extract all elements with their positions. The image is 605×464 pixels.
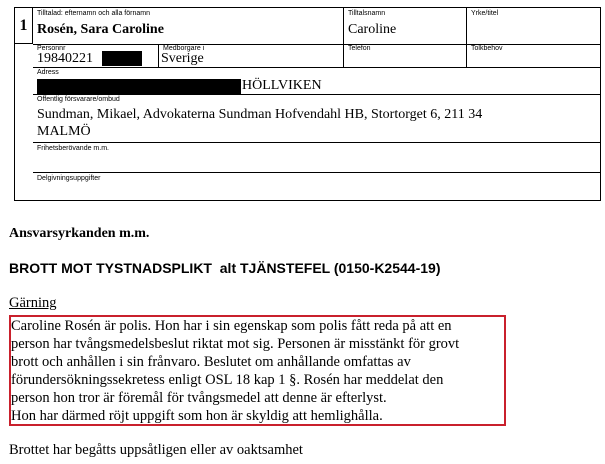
description-line: brott och anhållen i sin frånvaro. Beslutet om anhållande omfattas av: [11, 354, 411, 370]
counsel-line1: Sundman, Mikael, Advokaterna Sundman Hofvendahl HB, Stortorget 6, 211 34: [37, 107, 483, 122]
name-value: Rosén, Sara Caroline: [37, 22, 164, 37]
redaction-personnr: [102, 51, 142, 66]
address-label: Adress: [37, 69, 59, 76]
citizen-value: Sverige: [161, 51, 204, 66]
service-label: Delgivningsuppgifter: [37, 175, 101, 182]
party-number: 1: [15, 8, 33, 44]
description-line: person har tvångsmedelsbeslut riktat mot sig. Personen är misstänkt för grovt: [11, 336, 460, 352]
name-label: Tilltalad: efternamn och alla förnamn: [37, 10, 150, 17]
offence-description-box: [9, 315, 506, 426]
redaction-address: [37, 79, 241, 94]
garning-heading: Gärning: [9, 295, 57, 311]
callname-label: Tilltalsnamn: [348, 10, 386, 17]
row-divider: [33, 172, 600, 173]
personnr-value: 19840221: [37, 51, 93, 66]
address-value: HÖLLVIKEN: [242, 78, 322, 93]
occupation-label: Yrke/titel: [471, 10, 499, 17]
ansvar-heading: Ansvarsyrkanden m.m.: [9, 226, 150, 241]
description-line: Hon har därmed röjt uppgift som hon är skyldig att hemlighålla.: [11, 408, 383, 424]
charge-heading: BROTT MOT TYSTNADSPLIKT alt TJÄNSTEFEL (0150-K2544-19): [9, 260, 441, 276]
citizen-label: Medborgare i: [163, 45, 205, 52]
counsel-line2: MALMÖ: [37, 124, 91, 139]
description-line: person hon tror är föremål för tvångsmedel att denne är efterlyst.: [11, 390, 387, 406]
description-line: förundersökningssekretess enligt OSL 18 kap 1 §. Rosén har meddelat den: [11, 372, 444, 388]
col-divider: [158, 44, 159, 67]
row-divider: [33, 94, 600, 95]
callname-value: Caroline: [348, 22, 397, 37]
row-divider: [33, 44, 600, 45]
custody-label: Frihetsberövande m.m.: [37, 145, 109, 152]
row-divider: [33, 67, 600, 68]
col-divider: [343, 8, 344, 67]
interpreter-label: Tolkbehov: [471, 45, 503, 52]
phone-label: Telefon: [348, 45, 371, 52]
description-line: Caroline Rosén är polis. Hon har i sin egenskap som polis fått reda på att en: [11, 318, 452, 334]
col-divider: [466, 8, 467, 67]
row-divider: [33, 142, 600, 143]
counsel-label: Offentlig försvarare/ombud: [37, 96, 120, 103]
intent-statement: Brottet har begåtts uppsåtligen eller av oaktsamhet: [9, 442, 303, 458]
personnr-label: Personnr: [37, 45, 66, 52]
defendant-form: [14, 7, 601, 201]
